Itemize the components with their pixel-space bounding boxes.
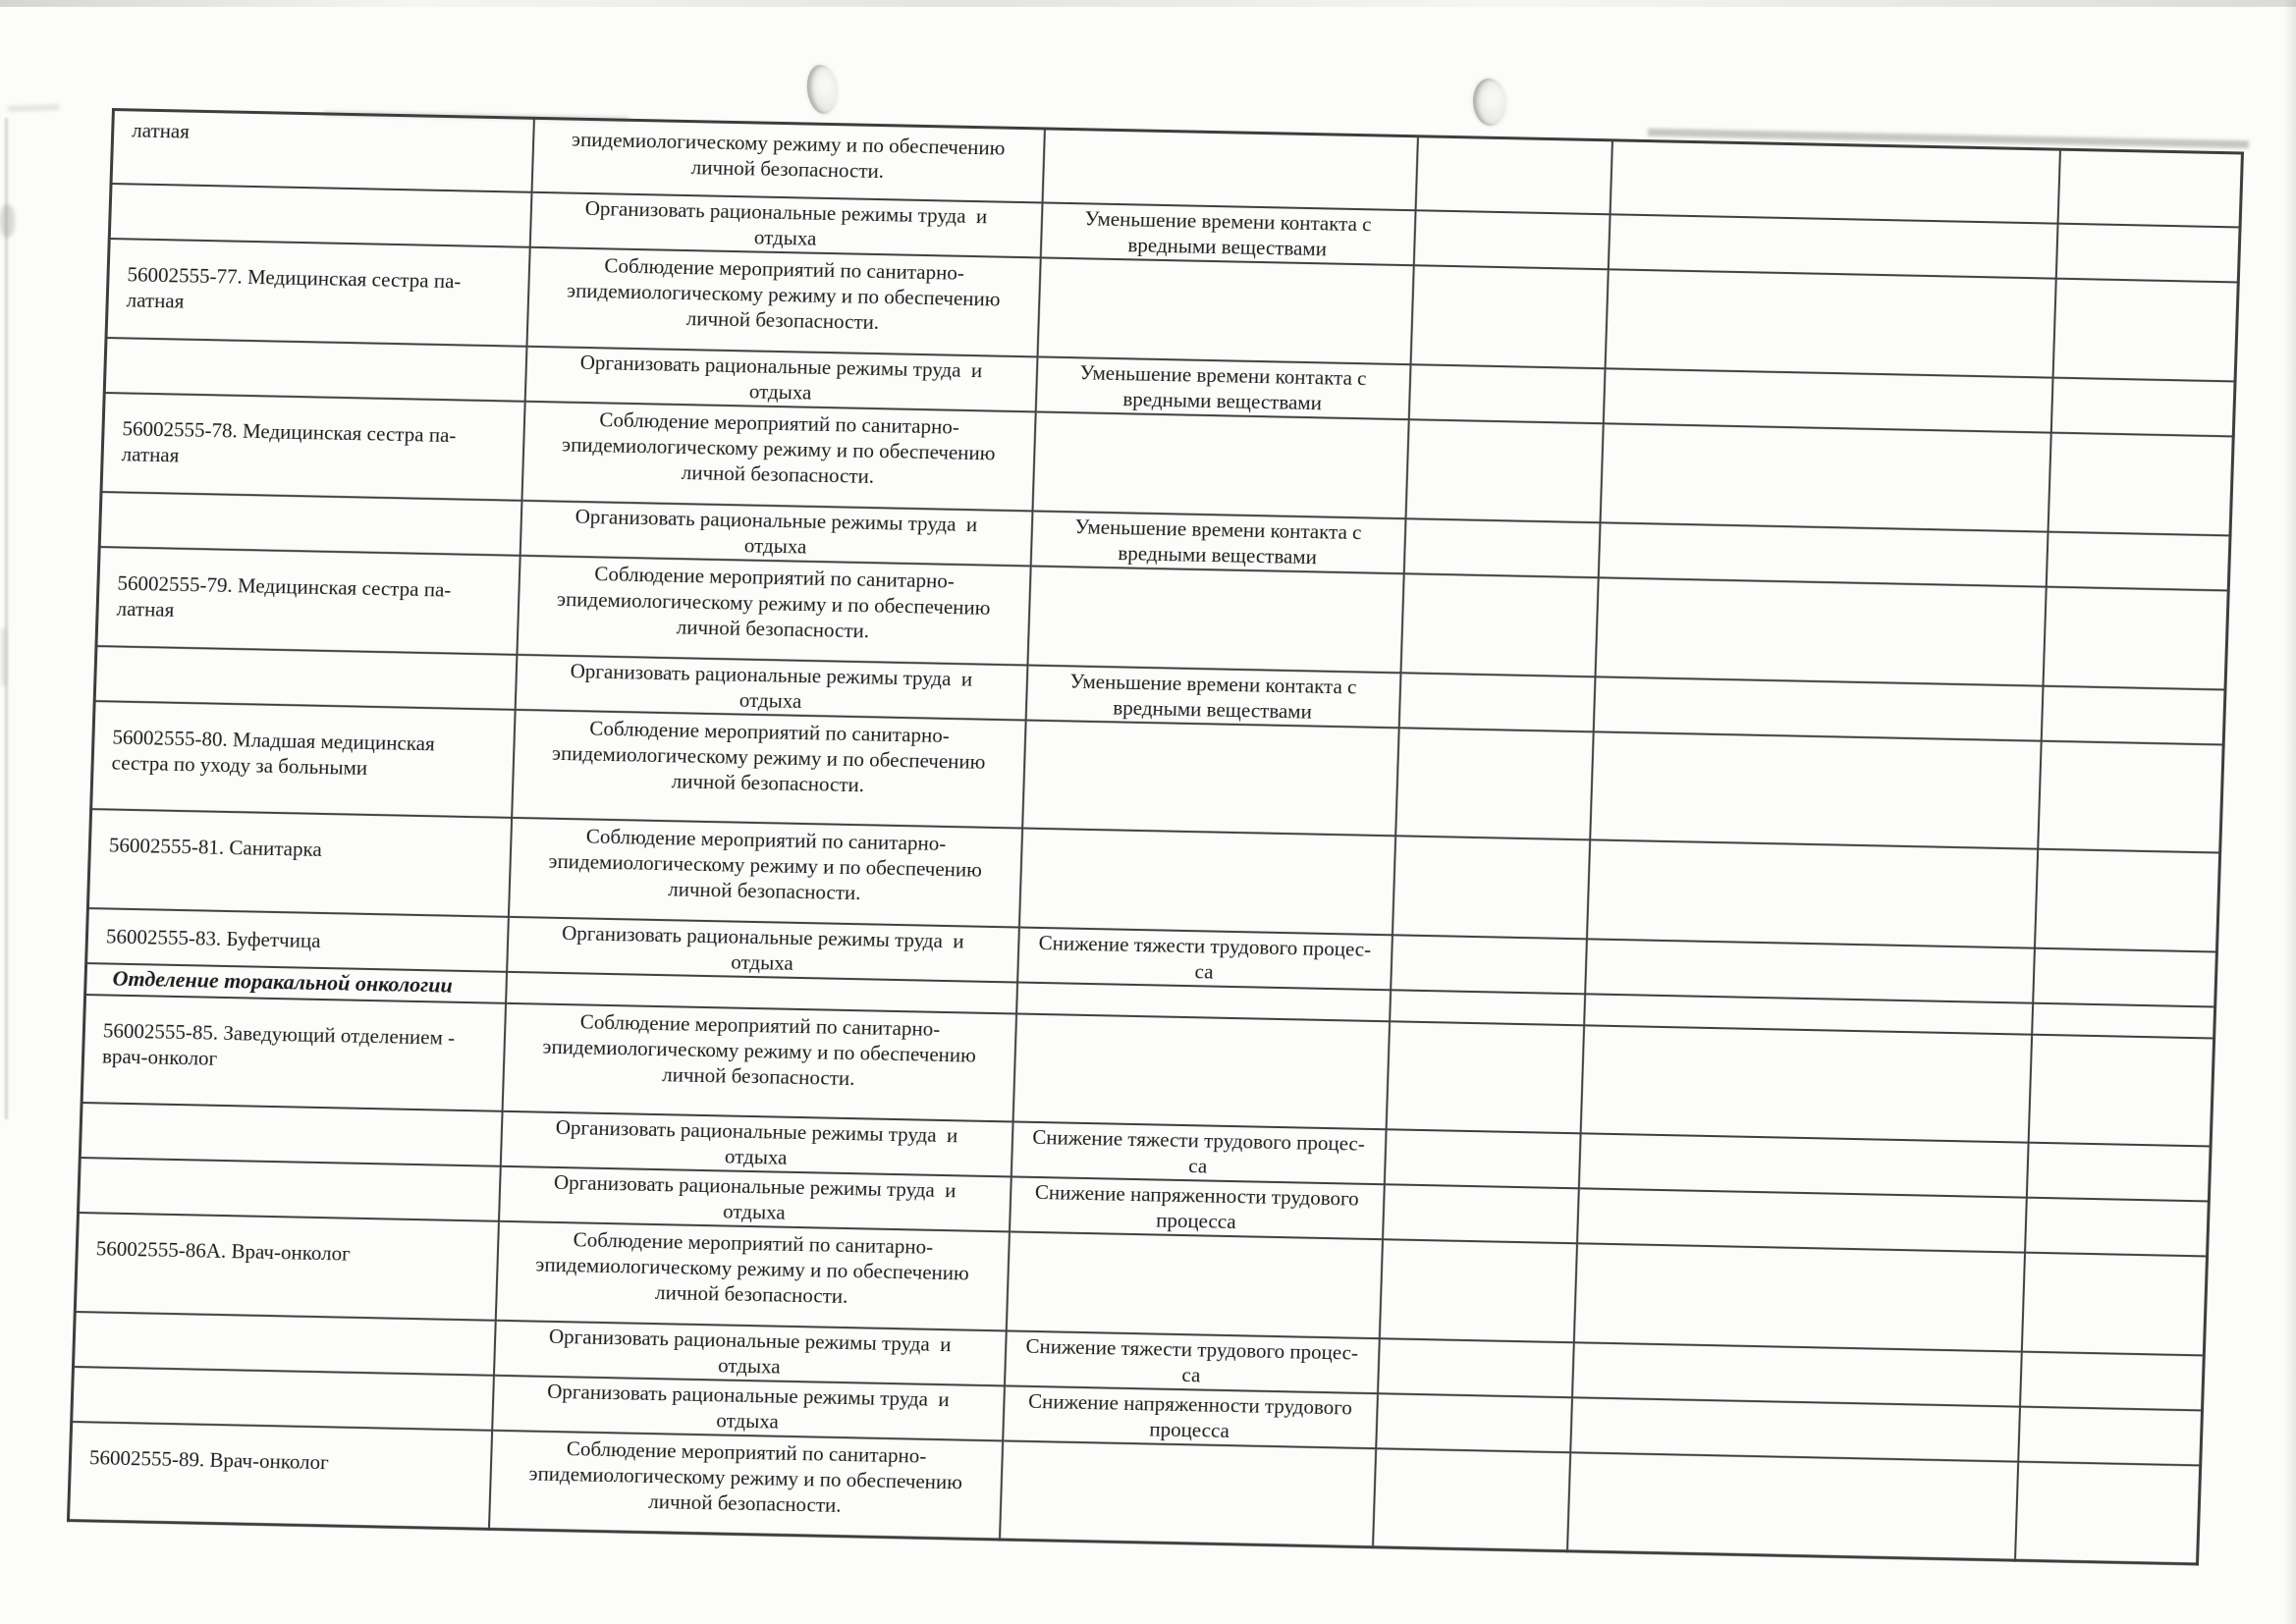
cell-workplace: 56002555-89. Врач-онколог — [68, 1422, 491, 1530]
cell-measure: Организовать рациональные режимы труда и отдыха — [499, 1165, 1011, 1231]
cell-empty — [2019, 1351, 2204, 1410]
cell-workplace: 56002555-81. Санитарка — [87, 809, 511, 917]
cell-empty — [1603, 368, 2052, 432]
cell-measure: Организовать рациональные режимы труда и отдыха — [507, 916, 1019, 982]
cell-empty — [1372, 1448, 1569, 1551]
cell-workplace: 56002555-85. Заведующий отделением - врач-онколог — [82, 995, 506, 1111]
cell-workplace — [94, 646, 517, 710]
cell-empty — [1413, 210, 1610, 269]
cell-empty — [1585, 939, 2035, 1002]
scan-right-edge-shadow — [2284, 0, 2296, 1624]
cell-empty — [1395, 728, 1594, 839]
cell-empty — [2046, 531, 2230, 590]
cell-goal — [1012, 1013, 1390, 1129]
cell-empty — [1376, 1393, 1572, 1452]
cell-workplace: Отделение торакальной онкологии — [85, 963, 507, 1003]
cell-goal: Снижение тяжести трудового процес- са — [1011, 1121, 1386, 1184]
cell-empty — [1571, 1342, 2021, 1406]
cell-measure: Организовать рациональные режимы труда и отдыха — [500, 1110, 1012, 1176]
cell-goal: Снижение напряженности трудового процесса — [1003, 1385, 1378, 1448]
cell-empty — [1379, 1239, 1576, 1342]
cell-measure: Соблюдение мероприятий по санитарно- эпидемиологическому режиму и по обеспечению личной безопасности. — [512, 709, 1026, 828]
cell-empty — [1598, 522, 2048, 586]
cell-measure: Соблюдение мероприятий по санитарно- эпидемиологическому режиму и по обеспечению личной безопасности. — [508, 817, 1021, 927]
cell-goal — [1042, 129, 1417, 210]
scan-smudge — [2, 628, 6, 685]
cell-measure: Организовать рациональные режимы труда и отдыха — [524, 346, 1037, 411]
cell-empty — [1403, 518, 1600, 577]
cell-empty — [1391, 935, 1587, 994]
cell-empty — [2034, 848, 2219, 951]
cell-goal — [1032, 411, 1408, 518]
cell-goal: Уменьшение времени контакта с вредными веществами — [1030, 511, 1405, 573]
cell-workplace — [72, 1367, 494, 1431]
cell-empty — [1405, 419, 1603, 522]
cell-empty — [1390, 990, 1585, 1025]
cell-empty — [1577, 1188, 2027, 1252]
cell-empty — [2057, 149, 2242, 227]
cell-empty — [2038, 740, 2224, 852]
cell-measure: Соблюдение мероприятий по санитарно- эпидемиологическому режиму и по обеспечению личной безопасности. — [521, 401, 1035, 511]
cell-measure: Соблюдение мероприятий по санитарно- эпидемиологическому режиму и по обеспечению личной безопасности. — [517, 555, 1030, 665]
cell-workplace — [73, 1312, 495, 1376]
cell-measure: Соблюдение мероприятий по санитарно- эпидемиологическому режиму и по обеспечению личной безопасности. — [495, 1220, 1009, 1330]
cell-empty — [1570, 1397, 2020, 1461]
cell-empty — [1386, 1021, 1584, 1133]
cell-empty — [2021, 1252, 2207, 1355]
cell-empty — [1566, 1452, 2017, 1560]
cell-empty — [1580, 1025, 2032, 1142]
scan-left-edge-line — [5, 118, 8, 1119]
cell-workplace: 56002555-83. Буфетчица — [86, 908, 509, 972]
cell-empty — [1586, 839, 2037, 947]
cell-empty — [1398, 673, 1595, 731]
cell-empty — [2052, 278, 2238, 381]
cell-workplace — [104, 338, 526, 402]
left-punch-hole — [804, 63, 840, 115]
cell-goal: Уменьшение времени контакта с вредными веществами — [1025, 665, 1400, 728]
cell-goal — [1006, 1231, 1382, 1338]
cell-empty — [2033, 947, 2217, 1006]
cell-goal — [999, 1440, 1375, 1547]
scan-sheet — [67, 108, 2244, 1566]
cell-workplace: 56002555-80. Младшая медицинская сестра по уходу за больными — [91, 701, 516, 818]
cell-empty — [1410, 265, 1608, 368]
cell-measure: Организовать рациональные режимы труда и отдыха — [493, 1320, 1006, 1385]
cell-goal: Уменьшение времени контакта с вредными веществами — [1040, 202, 1415, 265]
cell-workplace — [99, 492, 521, 556]
cell-empty — [1377, 1338, 1573, 1397]
cell-workplace — [80, 1103, 502, 1166]
cell-empty — [1392, 836, 1589, 939]
cell-goal: Уменьшение времени контакта с вредными веществами — [1035, 356, 1410, 419]
cell-measure: Соблюдение мероприятий по санитарно- эпидемиологическому режиму и по обеспечению личной безопасности. — [488, 1430, 1002, 1540]
cell-empty — [2018, 1406, 2203, 1465]
cell-workplace: 56002555-78. Медицинская сестра па- латная — [101, 393, 524, 501]
cell-measure: Организовать рациональные режимы труда и отдыха — [529, 191, 1042, 257]
cell-empty — [1593, 677, 2043, 740]
cell-goal — [1022, 720, 1399, 836]
cell-measure: Организовать рациональные режимы труда и отдыха — [519, 500, 1032, 566]
scan-smudge — [0, 204, 15, 238]
cell-workplace: латная — [111, 110, 533, 192]
cell-goal — [1037, 257, 1413, 364]
cell-measure: Организовать рациональные режимы труда и отдыха — [515, 654, 1027, 720]
cell-empty — [1408, 364, 1605, 423]
scan-smudge — [8, 105, 59, 111]
cell-workplace: 56002555-77. Медицинская сестра па- латная — [106, 239, 529, 347]
cell-empty — [2028, 1034, 2214, 1146]
cell-empty — [1573, 1243, 2024, 1351]
cell-empty — [1400, 573, 1598, 677]
scan-top-edge-shadow — [0, 0, 2296, 7]
cell-goal — [1027, 566, 1403, 673]
cell-empty — [1384, 1129, 1580, 1188]
cell-workplace: 56002555-79. Медицинская сестра па- латная — [96, 547, 519, 655]
cell-empty — [1595, 577, 2046, 685]
cell-empty — [2043, 586, 2228, 689]
cell-empty — [2041, 685, 2225, 744]
right-punch-hole — [1471, 78, 1506, 127]
table-body — [68, 110, 2242, 1564]
cell-goal: Снижение тяжести трудового процес- са — [1017, 927, 1393, 990]
cell-empty — [1600, 423, 2050, 531]
cell-workplace: 56002555-86А. Врач-онколог — [75, 1213, 498, 1321]
cell-empty — [2025, 1197, 2210, 1256]
cell-empty — [2026, 1142, 2211, 1201]
cell-workplace — [109, 184, 531, 247]
cell-empty — [2048, 432, 2233, 535]
cell-empty — [1605, 269, 2055, 377]
cell-empty — [2032, 1002, 2215, 1038]
cell-empty — [2050, 377, 2235, 436]
cell-workplace — [79, 1158, 501, 1221]
cell-empty — [1383, 1184, 1579, 1243]
cell-measure: Соблюдение мероприятий по санитарно- эпидемиологическому режиму и по обеспечению личной безопасности. — [502, 1002, 1016, 1121]
cell-goal: Снижение напряженности трудового процесса — [1010, 1176, 1385, 1239]
cell-empty — [1415, 136, 1612, 214]
cell-empty — [1610, 140, 2059, 223]
cell-empty — [1608, 214, 2057, 278]
measures-table — [67, 108, 2244, 1566]
cell-empty — [2014, 1461, 2200, 1564]
cell-goal: Снижение тяжести трудового процес- са — [1004, 1330, 1379, 1393]
cell-measure: Соблюдение мероприятий по санитарно- эпидемиологическому режиму и по обеспечению личной безопасности. — [526, 246, 1040, 356]
cell-empty — [2055, 223, 2240, 282]
cell-empty — [1578, 1133, 2028, 1197]
cell-empty — [1590, 731, 2042, 848]
cell-measure: эпидемиологическому режиму и по обеспечению личной безопасности. — [531, 118, 1044, 202]
cell-goal — [1018, 828, 1394, 935]
cell-measure: Организовать рациональные режимы труда и отдыха — [492, 1375, 1005, 1440]
